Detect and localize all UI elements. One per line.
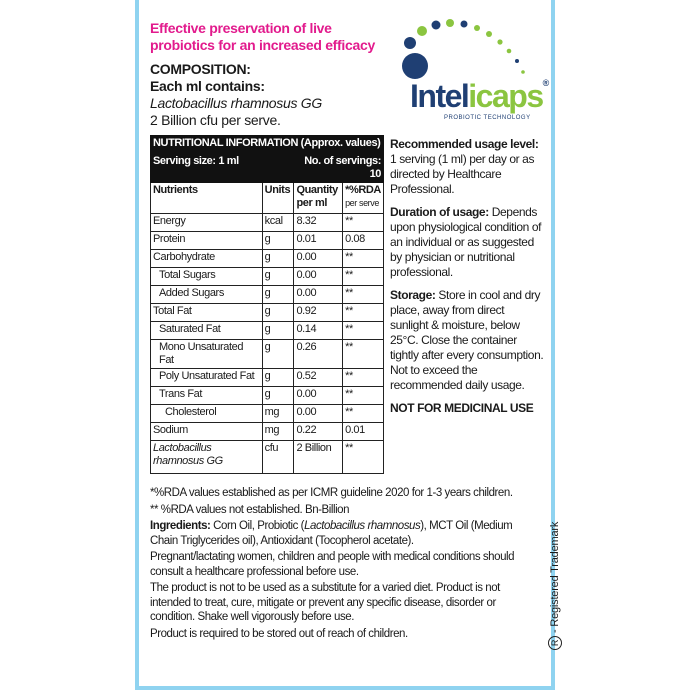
- cell-rda: **: [343, 369, 384, 387]
- cell-unit: g: [262, 286, 294, 304]
- cell-qty: 0.00: [294, 250, 343, 268]
- cell-qty: 0.22: [294, 423, 343, 441]
- warning-storage: Product is required to be stored out of reach of children.: [150, 627, 408, 640]
- cell-qty: 0.14: [294, 322, 343, 340]
- rda-note-2: ** %RDA values not established. Bn-Billion: [150, 503, 350, 516]
- table-row: [151, 250, 384, 268]
- composition-each: Each ml contains:: [150, 78, 265, 94]
- logo-wordmark: Intelicaps®: [410, 78, 548, 114]
- table-row: [151, 387, 384, 405]
- cell-unit: g: [262, 387, 294, 405]
- cell-rda: **: [343, 214, 384, 232]
- header-units: Units: [262, 183, 294, 214]
- warning-pregnant: Pregnant/lactating women, children and people with medical conditions should consult a healthcare professional before use.: [150, 551, 515, 578]
- footer-text: [150, 486, 525, 643]
- cell-unit: g: [262, 250, 294, 268]
- usage-block: [390, 137, 545, 424]
- cell-qty: 0.00: [294, 268, 343, 286]
- cell-unit: g: [262, 340, 294, 369]
- cell-name: Sodium: [151, 423, 263, 441]
- cell-unit: g: [262, 369, 294, 387]
- cell-name: Protein: [151, 232, 263, 250]
- cell-name: Mono Unsaturated Fat: [151, 340, 263, 369]
- table-row: [151, 423, 384, 441]
- header-quantity: Quantity per ml: [294, 183, 343, 214]
- composition-block: [150, 61, 322, 129]
- usage-duration: Duration of usage: Depends upon physiological condition of an individual or as suggested by physician or nutritional professional.: [390, 205, 542, 279]
- cell-qty: 0.00: [294, 286, 343, 304]
- table-row: [151, 405, 384, 423]
- cell-rda: 0.08: [343, 232, 384, 250]
- cell-name: Trans Fat: [151, 387, 263, 405]
- cell-name: Cholesterol: [151, 405, 263, 423]
- logo-subtitle: PROBIOTIC TECHNOLOGY: [444, 115, 531, 121]
- cell-rda: **: [343, 340, 384, 369]
- serving-size: Serving size: 1 ml: [151, 154, 294, 183]
- cell-rda: 0.01: [343, 423, 384, 441]
- cell-rda: **: [343, 322, 384, 340]
- cell-rda: **: [343, 250, 384, 268]
- cell-qty: 8.32: [294, 214, 343, 232]
- cell-unit: g: [262, 232, 294, 250]
- table-row: [151, 232, 384, 250]
- cell-name: Saturated Fat: [151, 322, 263, 340]
- table-row: [151, 286, 384, 304]
- cell-unit: mg: [262, 423, 294, 441]
- rda-note: *%RDA values established as per ICMR guideline 2020 for 1-3 years children.: [150, 487, 513, 499]
- composition-cfu: 2 Billion cfu per serve.: [150, 112, 281, 128]
- registered-icon: R: [548, 636, 562, 650]
- usage-level: Recommended usage level: 1 serving (1 ml) per day or as directed by Healthcare Professional.: [390, 137, 539, 196]
- cell-rda: **: [343, 268, 384, 286]
- cell-qty: 0.26: [294, 340, 343, 369]
- table-row: [151, 268, 384, 286]
- cell-name: Poly Unsaturated Fat: [151, 369, 263, 387]
- cell-rda: **: [343, 405, 384, 423]
- cell-unit: g: [262, 268, 294, 286]
- cell-unit: g: [262, 322, 294, 340]
- nutrition-title: NUTRITIONAL INFORMATION (Approx. values): [151, 136, 384, 154]
- cell-qty: 0.92: [294, 304, 343, 322]
- header-nutrients: Nutrients: [151, 183, 263, 214]
- cell-name: Total Fat: [151, 304, 263, 322]
- nutrition-table: [150, 135, 384, 474]
- cell-name: Total Sugars: [151, 268, 263, 286]
- cell-qty: 0.01: [294, 232, 343, 250]
- cell-qty: 0.52: [294, 369, 343, 387]
- ingredients: Ingredients: Corn Oil, Probiotic (Lactobacillus rhamnosus), MCT Oil (Medium Chain Triglycerides oil), Antioxidant (Tocopherol acetate).: [150, 520, 513, 547]
- composition-title: COMPOSITION:: [150, 61, 251, 77]
- footprint-dots-icon: [402, 19, 525, 79]
- usage-storage: Storage: Store in cool and dry place, away from direct sunlight & moisture, below 25°C. Close the container tightly after every consumption. Not to exceed the recommended daily usage.: [390, 288, 544, 392]
- cell-qty: 0.00: [294, 405, 343, 423]
- header-rda: *%RDA per serve: [343, 183, 384, 214]
- cell-unit: mg: [262, 405, 294, 423]
- table-row: Lactobacillus rhamnosus GG cfu 2 Billion **: [151, 441, 384, 474]
- servings-count: No. of servings: 10: [294, 154, 384, 183]
- cell-rda: **: [343, 304, 384, 322]
- warning-substitute: The product is not to be used as a substitute for a varied diet. Product is not intended to treat, cure, mitigate or prevent any specific disease, disorder or condition. Shake well vigorously before use.: [150, 582, 500, 623]
- cell-qty: 0.00: [294, 387, 343, 405]
- cell-unit: kcal: [262, 214, 294, 232]
- table-row: [151, 340, 384, 369]
- cell-name: Added Sugars: [151, 286, 263, 304]
- cell-unit: g: [262, 304, 294, 322]
- cell-rda: **: [343, 286, 384, 304]
- registered-trademark: R- Registered Trademark: [548, 522, 562, 650]
- composition-strain: Lactobacillus rhamnosus GG: [150, 95, 322, 111]
- tagline: Effective preservation of live probiotics for an increased efficacy: [150, 20, 375, 53]
- cell-rda: **: [343, 387, 384, 405]
- table-row: [151, 214, 384, 232]
- table-row: [151, 322, 384, 340]
- table-row: [151, 369, 384, 387]
- table-row: [151, 304, 384, 322]
- cell-name: Energy: [151, 214, 263, 232]
- cell-name: Carbohydrate: [151, 250, 263, 268]
- not-medicinal: NOT FOR MEDICINAL USE: [390, 401, 534, 415]
